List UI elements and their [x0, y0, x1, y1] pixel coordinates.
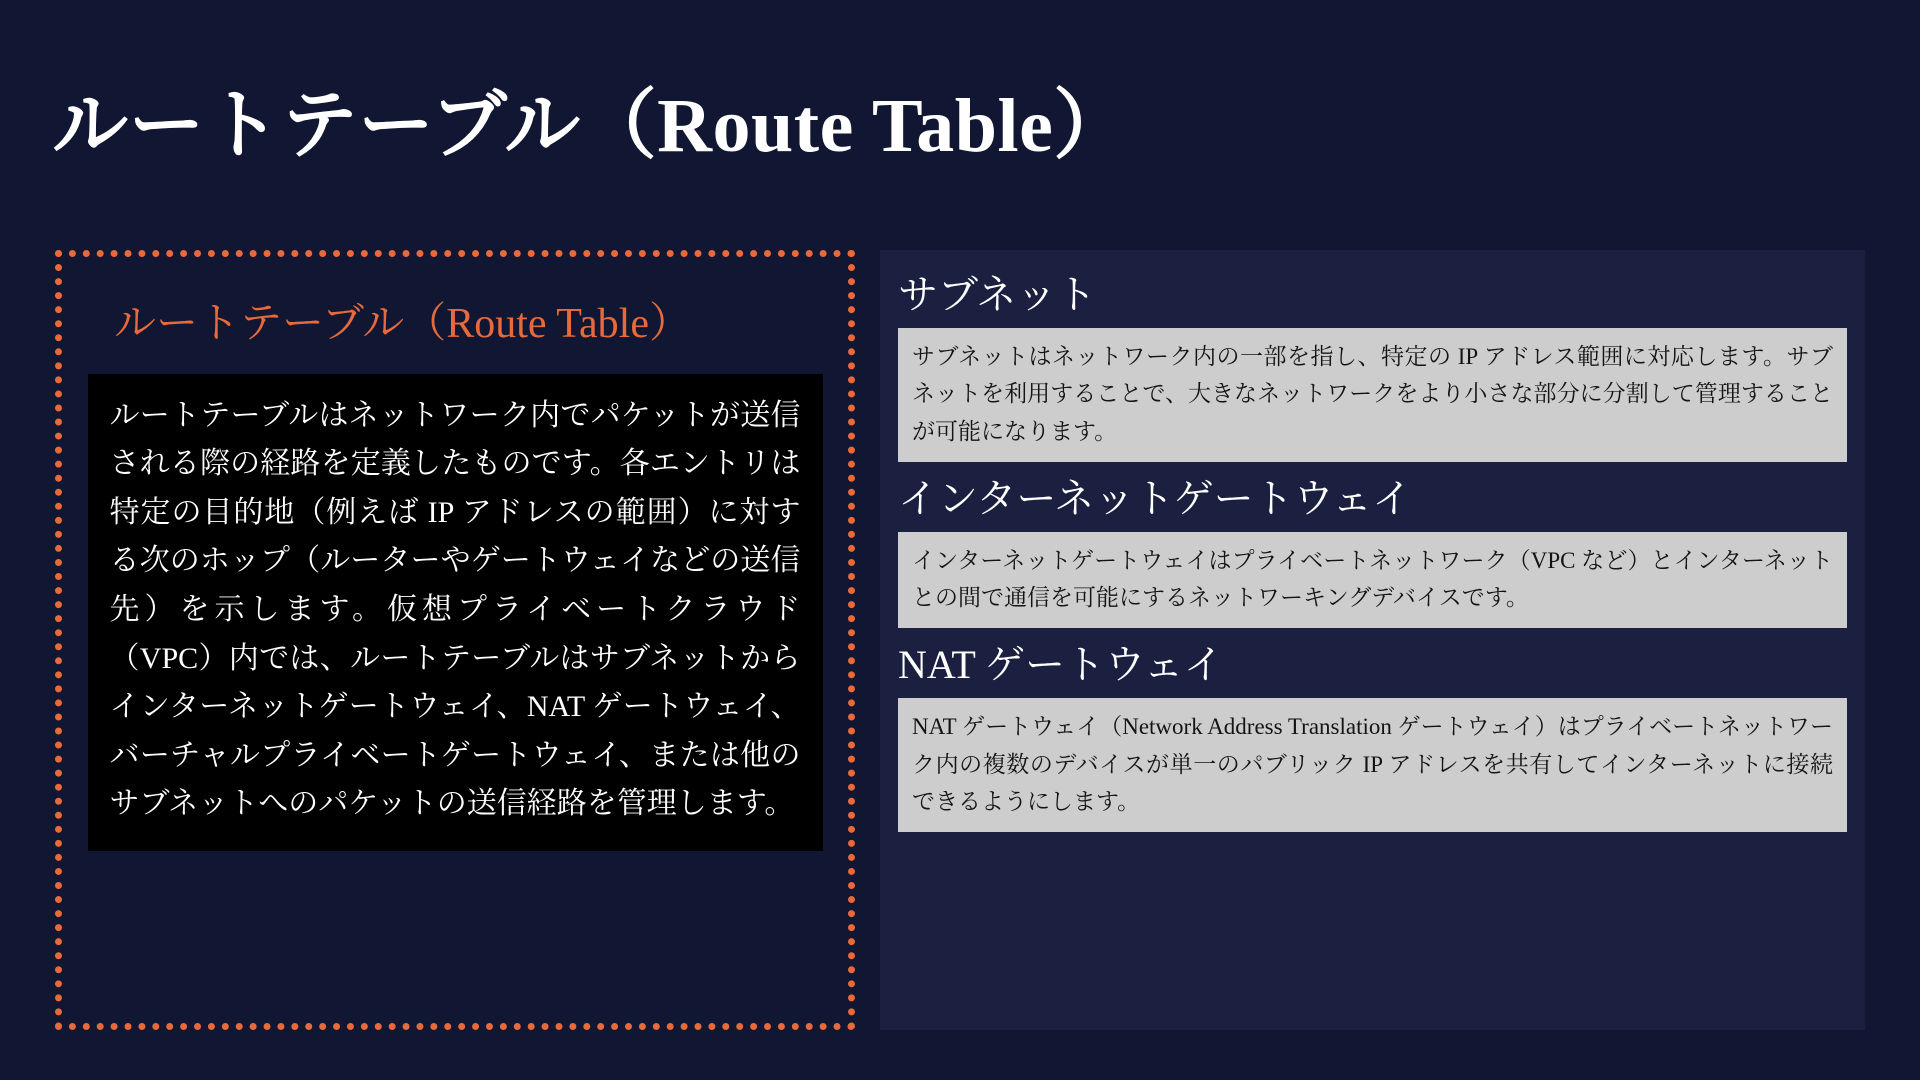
route-table-panel: [55, 250, 855, 1030]
page-title: ルートテーブル（Route Table）: [52, 83, 1130, 168]
section-nat-gateway-body: NAT ゲートウェイ（Network Address Translation ゲートウェイ）はプライベートネットワーク内の複数のデバイスが単一のパブリック IP アドレスを共有してインターネットに接続できるようにします。: [898, 698, 1847, 832]
section-nat-gateway-heading: NAT ゲートウェイ: [898, 642, 1224, 688]
section-subnet-body: サブネットはネットワーク内の一部を指し、特定の IP アドレス範囲に対応します。サブネットを利用することで、大きなネットワークをより小さな部分に分割して管理することが可能になります。: [898, 328, 1847, 462]
section-internet-gateway-body: インターネットゲートウェイはプライベートネットワーク（VPC など）とインターネットとの間で通信を可能にするネットワーキングデバイスです。: [898, 532, 1847, 629]
section-subnet: [898, 268, 1847, 462]
route-table-description: ルートテーブルはネットワーク内でパケットが送信される際の経路を定義したものです。各エントリは特定の目的地（例えば IP アドレスの範囲）に対する次のホップ（ルーターやゲートウェイなどの送信先）を示します。仮想プライベートクラウド（VPC）内では、ルートテーブルはサブネットからインターネットゲートウェイ、NAT ゲートウェイ、バーチャルプライベートゲートウェイ、または他のサブネットへのパケットの送信経路を管理します。: [88, 374, 823, 851]
section-subnet-heading: サブネット: [898, 272, 1097, 317]
related-terms-panel: [880, 250, 1865, 1030]
section-internet-gateway-heading: インターネットゲートウェイ: [898, 475, 1412, 521]
section-nat-gateway: [898, 638, 1847, 832]
route-table-heading: ルートテーブル（Route Table）: [114, 301, 691, 347]
section-internet-gateway: [898, 472, 1847, 629]
